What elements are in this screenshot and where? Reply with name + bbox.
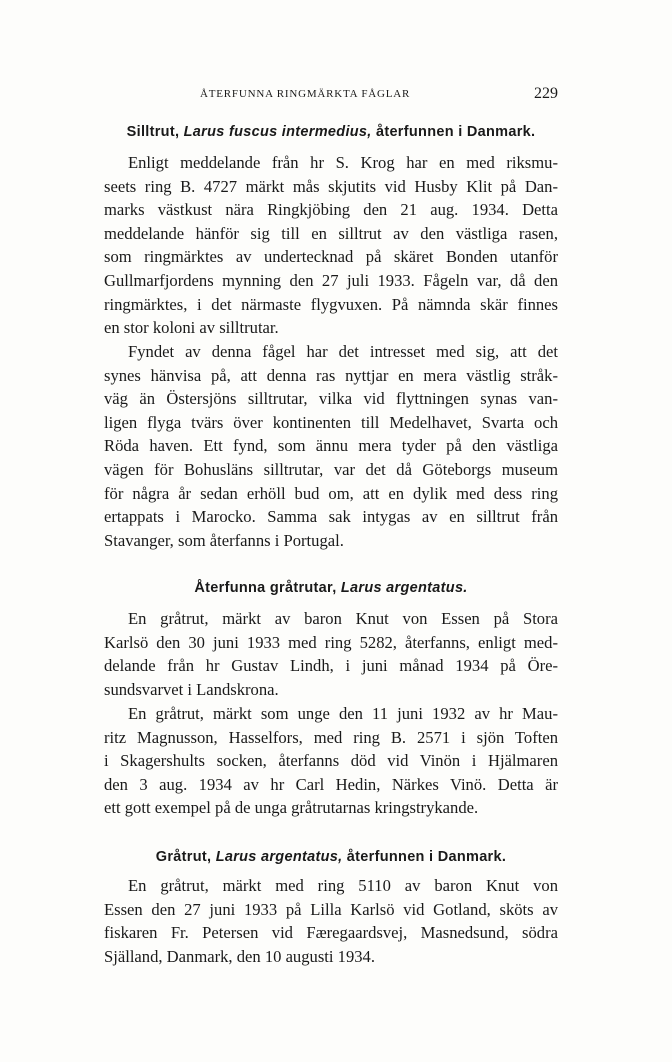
text-line: fiskaren Fr. Petersen vid Færegaardsvej, Masnedsund, södra xyxy=(104,923,558,943)
section-title-gratrutar xyxy=(104,580,558,596)
text-line: seets ring B. 4727 märkt mås skjutits vid Husby Klit på Dan- xyxy=(104,176,558,196)
text-line: en stor koloni av silltrutar. xyxy=(104,318,279,338)
text-line: den 3 aug. 1934 av hr Carl Hedin, Närkes Vinö. Detta är xyxy=(104,774,558,794)
text-line: En gråtrut, märkt av baron Knut von Essen på Stora xyxy=(128,609,558,628)
text-line: En gråtrut, märkt med ring 5110 av baron Knut von xyxy=(128,876,558,895)
text-line: ringmärktes, i det närmaste flygvuxen. På nämnda skär finnes xyxy=(104,294,558,314)
text-line: ritz Magnusson, Hasselfors, med ring B. 2571 i sjön Toften xyxy=(104,727,558,747)
text-line: Fyndet av denna fågel har det intresset med sig, att det xyxy=(128,342,558,361)
section-title-gratrut-danmark xyxy=(104,849,558,865)
text-line: ett gott exempel på de unga gråtrutarnas kringstrykande. xyxy=(104,798,479,818)
text-line: vägen för Bohusläns silltrutar, var det då Göteborgs museum xyxy=(104,459,558,479)
text-line: ligen flyga tvärs över kontinenten till Medelhavet, Svarta och xyxy=(104,412,558,432)
text-line: delande från hr Gustav Lindh, i juni månad 1934 på Öre- xyxy=(104,656,558,676)
text-line: i Skagershults socken, återfanns död vid Vinön i Hjälmaren xyxy=(104,751,558,771)
paragraph xyxy=(104,340,558,552)
text-line: meddelande hänför sig till en silltrut av den västliga rasen, xyxy=(104,223,558,243)
text-line: väg än Östersjöns silltrutar, vilka vid flyttningen synas van- xyxy=(104,389,558,409)
text-line: Enligt meddelande från hr S. Krog har en med riksmu- xyxy=(128,153,558,172)
text-line: Själland, Danmark, den 10 augusti 1934. xyxy=(104,946,375,966)
section-title-prefix: Gråtrut, xyxy=(155,849,216,865)
text-line: för några år sedan erhöll bud om, att en dylik med dess ring xyxy=(104,483,558,503)
text-line: Gullmarfjordens mynning den 27 juli 1933. Fågeln var, då den xyxy=(104,270,558,290)
text-line: Stavanger, som återfanns i Portugal. xyxy=(104,530,344,550)
section-title-suffix: återfunnen i Danmark. xyxy=(371,124,536,140)
text-line: ertappats i Marocko. Samma sak intygas av en silltrut från xyxy=(104,507,558,527)
section-title-latin: Larus argentatus. xyxy=(340,580,468,596)
text-line: Karlsö den 30 juni 1933 med ring 5282, återfanns, enligt med- xyxy=(104,632,558,652)
text-line: marks västkust nära Ringkjöbing den 21 aug. 1934. Detta xyxy=(104,200,558,220)
text-line: sundsvarvet i Landskrona. xyxy=(104,679,279,699)
paragraph xyxy=(104,151,558,340)
section-title-latin: Larus argentatus, xyxy=(215,849,343,865)
text-line: Essen den 27 juni 1933 på Lilla Karlsö vid Gotland, sköts av xyxy=(104,899,558,919)
section-title-prefix: Silltrut, xyxy=(126,124,184,140)
section-title-latin: Larus fuscus intermedius, xyxy=(183,124,372,140)
paragraph xyxy=(104,702,558,820)
page-header xyxy=(104,86,558,106)
text-line: Röda haven. Ett fynd, som ännu mera tyder på den västliga xyxy=(104,436,558,456)
section-title-suffix: återfunnen i Danmark. xyxy=(342,849,507,865)
running-title: ÅTERFUNNA RINGMÄRKTA FÅGLAR xyxy=(200,88,411,100)
text-line: En gråtrut, märkt som unge den 11 juni 1932 av hr Mau- xyxy=(128,704,558,723)
section-title-silltrut xyxy=(104,124,558,140)
section-title-prefix: Återfunna gråtrutar, xyxy=(194,580,341,596)
paragraph xyxy=(104,607,558,701)
paragraph xyxy=(104,874,558,968)
text-line: som ringmärktes av undertecknad på skäret Bonden utanför xyxy=(104,247,558,267)
page-number: 229 xyxy=(534,85,558,102)
text-line: synes hänvisa på, att denna ras nyttjar en mera västlig stråk- xyxy=(104,365,558,385)
